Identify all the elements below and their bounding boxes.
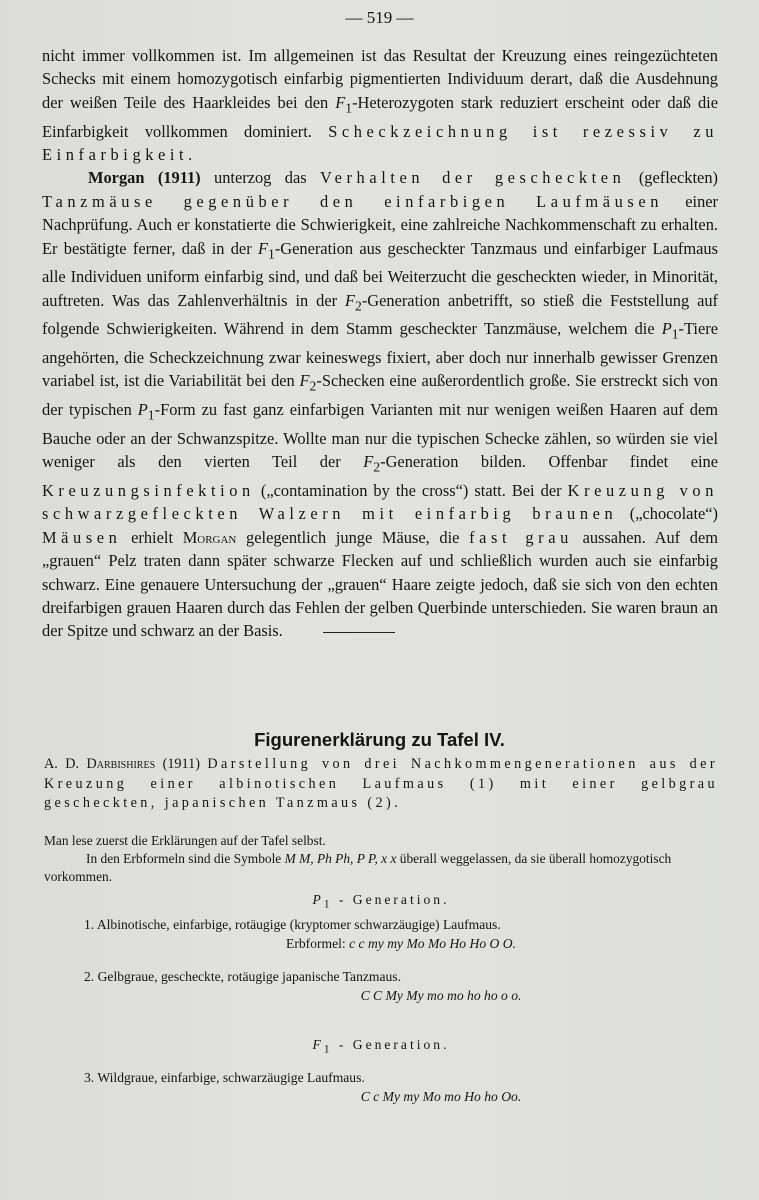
spaced-emphasis: Tanzmäuse gegenüber den einfarbigen Laufmäusen: [42, 191, 664, 211]
text-run: (gefleckten): [625, 168, 718, 188]
text-run: -Generation anbetrifft, so stieß die Feststellung auf folgende Schwierigkeiten. Während in dem Stamm gescheckter Tanzmäuse, welchem die: [42, 290, 719, 339]
text-run: einer Nachprüfung. Auch er konstatierte die Schwierigkeit, eine zahlreiche Nachkommenschaft zu erhalten. Er bestätigte ferner, daß in der: [42, 191, 718, 258]
generation-label: - Generation.: [332, 1036, 450, 1052]
initials: A. D.: [44, 756, 87, 772]
spaced-emphasis: Mäusen: [42, 527, 122, 547]
text-run: („contamination by the cross“) statt. Bei der: [254, 480, 568, 500]
legend-item-2: 2. Gelbgraue, gescheckte, rotäugige japanische Tanzmaus.: [84, 968, 401, 984]
symbol-F: F: [257, 238, 268, 258]
generation-label: - Generation.: [332, 891, 450, 907]
text-run: -Form zu fast ganz einfarbigen Varianten mit nur wenigen weißen Haaren auf dem Bauche oder an der Schwanzspitze. Wollte man nur die typischen Schecke zählen, so würden sie viel weniger als den vierten Teil der: [42, 400, 718, 472]
subscript: 1: [267, 245, 275, 261]
spaced-emphasis: Kreuzung von schwarzgefleckten Walzern mit einfarbig braunen: [42, 480, 719, 524]
year: (1911): [155, 756, 208, 772]
figure-legend-title: Figurenerklärung zu Tafel IV.: [254, 729, 505, 750]
text-run: nicht immer vollkommen ist. Im allgemeinen ist das Resultat der Kreuzung eines reingezüchteten Schecks mit einem homozygotisch einfarbig pigmentierten Individuum derart, daß die Ausdehnung der weißen Teile des Haarkleides bei den: [42, 46, 718, 112]
legend-item-1: 1. Albinotische, einfarbige, rotäugige (kryptomer schwarzäugige) Laufmaus.: [84, 916, 501, 932]
text-run: -Generation aus gescheckter Tanzmaus und einfarbiger Laufmaus alle Individuen uniform einfarbig sind, und daß bei Weiterzucht die gescheckten wieder, in Minorität, auftreten. Was das Zahlenverhältnis in der: [42, 238, 718, 310]
legend-item-3: 3. Wildgraue, einfarbige, schwarzäugige Laufmaus.: [84, 1069, 365, 1085]
text-run: -Tiere angehörten, die Scheckzeichnung zwar keineswegs fixiert, aber doch nur innerhalb gewisser Grenzen variabel ist, ist die Variabilität bei den: [42, 319, 718, 391]
symbol-F: F: [344, 290, 355, 310]
spacer: [44, 1005, 718, 1031]
page-number: — 519 —: [345, 8, 414, 27]
subscript: 1: [323, 1043, 333, 1056]
subscript: 2: [354, 297, 362, 313]
symbol-F: F: [335, 92, 346, 112]
note-2: [44, 850, 718, 886]
text-run: aussahen. Auf dem „grauen“ Pelz traten dann später schwarze Flecken auf und schließlich wurden auch sie einfarbig schwarz. Eine genauere Untersuchung der „grauen“ Haare zeigte jedoch, daß sie sich von den echten dreifarbigen grauen Haaren durch das Fehlen der gelben Querbinde unterschieden. Sie waren braun an der Spitze und schwarz an der Basis.: [42, 527, 718, 641]
spacer: [44, 1060, 718, 1068]
subscript: 1: [345, 100, 353, 116]
formula-1: [44, 934, 718, 953]
formula-label: Erbformel:: [286, 935, 350, 951]
symbol-F: F: [312, 1036, 324, 1052]
formula-2: C C My My mo mo ho ho o o.: [360, 987, 522, 1003]
text-run: -Generation bilden. Offenbar findet eine: [380, 452, 718, 472]
symbol-P: P: [137, 400, 148, 420]
author-citation: Morgan (1911): [88, 168, 201, 188]
figure-legend: [44, 755, 718, 1106]
section-divider: [323, 632, 395, 633]
text-run: überall weggelassen, da sie überall homozygotisch vorkommen.: [44, 850, 672, 884]
spaced-emphasis: Verhalten der gescheckten: [320, 168, 626, 188]
generation-heading-p1: [44, 890, 718, 915]
subscript: 2: [373, 459, 381, 475]
subscript: 1: [147, 407, 155, 423]
spaced-description: Darstellung von drei Nachkommengenerationen aus der Kreuzung einer albinotischen Laufmaus (1) mit einer gelbgrau gescheckten, japanischen Tanzmaus (2).: [44, 756, 718, 811]
text-run: erhielt: [121, 527, 183, 547]
text-run: -Heterozygoten stark reduziert erscheint oder daß die Einfarbigkeit vollkommen dominiert.: [42, 92, 718, 141]
spaced-emphasis: Kreuzungsinfektion: [42, 480, 255, 500]
main-text: [42, 44, 718, 643]
author-smallcaps: Darbishires: [86, 756, 156, 772]
paragraph-2: [42, 166, 718, 642]
subscript: 1: [671, 326, 679, 342]
text-run: In den Erbformeln sind die Symbole: [86, 850, 285, 866]
spacer: [44, 953, 718, 967]
symbol-P: P: [312, 891, 324, 907]
formula-value: c c my my Mo Mo Ho Ho O O.: [349, 935, 516, 951]
text-run: unterzog das: [200, 168, 321, 188]
paragraph-1: [42, 44, 718, 166]
spaced-emphasis: fast grau: [469, 527, 573, 547]
symbols: M M, Ph Ph, P P, x x: [284, 850, 397, 866]
note-1: Man lese zuerst die Erklärungen auf der Tafel selbst.: [44, 832, 326, 848]
text-run: gelegentlich junge Mäuse, die: [236, 527, 470, 547]
symbol-F: F: [299, 371, 310, 391]
symbol-F: F: [363, 452, 374, 472]
symbol-P: P: [661, 319, 672, 339]
subscript: 1: [323, 898, 333, 911]
subscript: 2: [309, 378, 317, 394]
text-run: -Schecken eine außerordentlich große. Sie erstreckt sich von der typischen: [42, 371, 718, 420]
author-smallcaps: Morgan: [182, 527, 237, 547]
figure-citation: [44, 755, 718, 814]
spaced-emphasis: Scheckzeichnung ist rezessiv zu Einfarbigkeit.: [42, 121, 718, 164]
text-run: („chocolate“): [617, 504, 719, 524]
formula-3: C c My my Mo mo Ho ho Oo.: [360, 1088, 522, 1104]
generation-heading-f1: [44, 1035, 718, 1060]
